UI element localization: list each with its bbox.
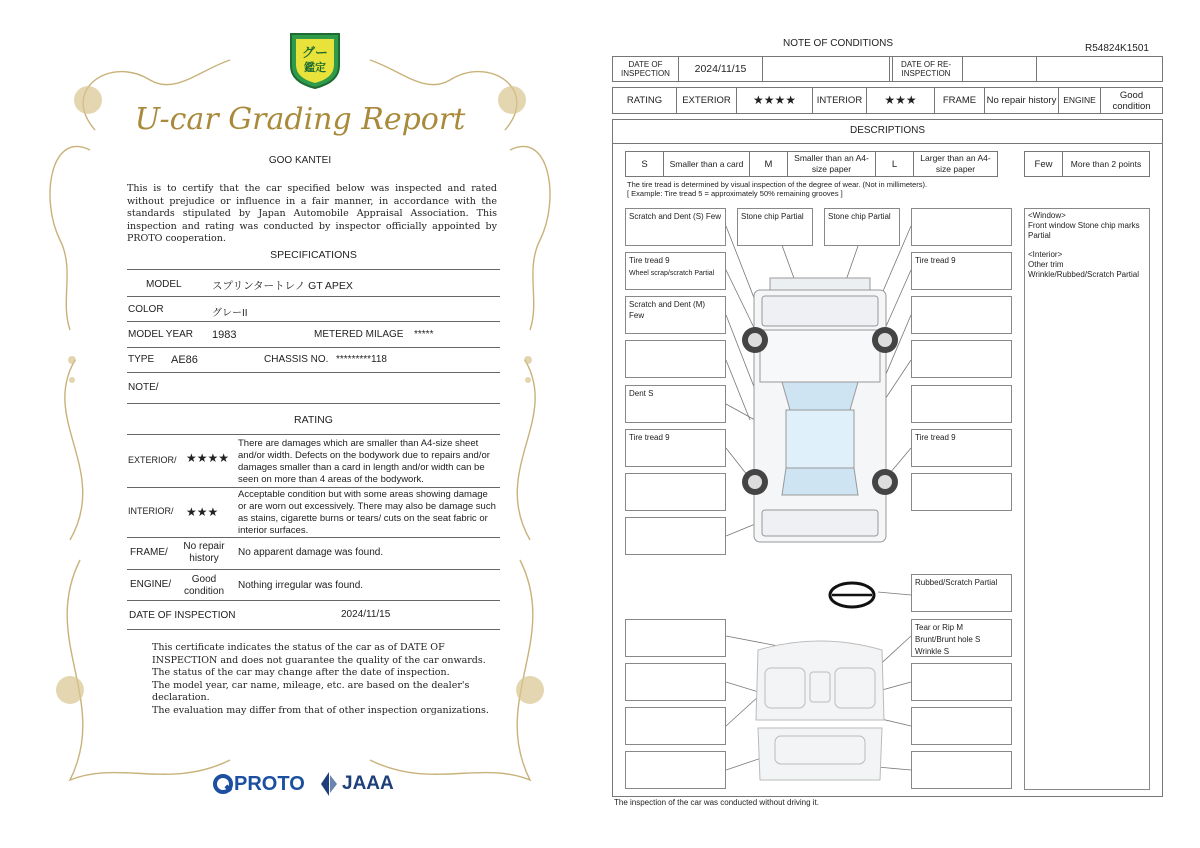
milage-value: ***** [414, 329, 434, 340]
seat-line: Brunt/Brunt hole S [915, 635, 981, 644]
frame-desc: No apparent damage was found. [238, 547, 384, 558]
engine-value: Good condition [183, 574, 225, 597]
exterior-stars: ★★★★ [186, 451, 230, 465]
model-label: MODEL [146, 279, 182, 290]
legend-l-desc: Larger than an A4-size paper [920, 153, 991, 174]
engine-label: ENGINE [1059, 88, 1101, 113]
note-steering: Rubbed/Scratch Partial [911, 574, 1012, 612]
interior-stars: ★★★ [867, 88, 935, 113]
note-box [625, 663, 726, 701]
badge-line1: グー [301, 46, 328, 61]
legend-s: S [626, 152, 664, 176]
type-value: AE86 [171, 354, 198, 366]
divider [127, 372, 500, 373]
jaaa-logo [318, 770, 394, 798]
legend-few: Few [1025, 152, 1063, 176]
note-box [911, 340, 1012, 378]
milage-label: METERED MILAGE [314, 329, 404, 340]
disclaimer-line: declaration. [152, 692, 210, 703]
frame-label: FRAME/ [130, 547, 168, 558]
tire-fl-sub: Wheel scrap/scratch Partial [629, 270, 715, 277]
certify-text: This is to certify that the car specified below was inspected and rated without prejudice or influence in a fair manner, in accordance with the standards stipulated by Japan Automobile Appraisal Association. This inspection and rating was conducted by inspector officially appointed by PROTO cooperation. [127, 183, 497, 244]
legend-few-desc: More than 2 points [1070, 158, 1142, 169]
note-seat [911, 619, 1012, 657]
note-tire-front-left [625, 252, 726, 290]
proto-text: PROTO [234, 772, 305, 795]
badge-line2: 鑑定 [304, 61, 326, 74]
divider [127, 569, 500, 570]
year-label: MODEL YEAR [128, 329, 194, 340]
chassis-label: CHASSIS NO. [264, 354, 329, 365]
side-remarks [1024, 208, 1150, 790]
note-box [625, 619, 726, 657]
rating-heading: RATING [294, 414, 333, 426]
interior-label: INTERIOR [813, 88, 867, 113]
window-label: <Window> [1028, 211, 1066, 220]
note-front-right [911, 208, 1012, 246]
exterior-stars: ★★★★ [737, 88, 813, 113]
engine-value: Good condition [1112, 89, 1151, 112]
divider [127, 269, 500, 270]
date-inspection-value: 2024/11/15 [679, 57, 763, 81]
interior-text: Other trim Wrinkle/Rubbed/Scratch Partial [1028, 260, 1140, 279]
reinspection-label: DATE OF RE-INSPECTION [889, 57, 963, 81]
note-front-center-right: Stone chip Partial [824, 208, 900, 246]
divider [127, 296, 500, 297]
legend-l: L [876, 152, 914, 176]
divider [127, 347, 500, 348]
note-left-side: Scratch and Dent (M) Few [625, 296, 726, 334]
ref-number: R54824K1501 [1085, 43, 1149, 54]
exterior-desc: There are damages which are smaller than A4-size sheet and/or width. Defects on the bodywork due to repairs and/or damages smaller than a card in length and/or width can be seen on more than 4 areas of the bodywork. [238, 438, 490, 485]
disclaimer-line: This certificate indicates the status of the car as of DATE OF [152, 642, 445, 653]
note-box [911, 473, 1012, 511]
seat-line: Wrinkle S [915, 647, 950, 656]
report-subtitle: GOO KANTEI [268, 155, 332, 166]
jaaa-text: JAAA [342, 773, 394, 794]
note-box [625, 517, 726, 555]
goo-kantei-badge [287, 30, 343, 90]
divider [127, 600, 500, 601]
interior-stars: ★★★ [186, 505, 219, 519]
descriptions-heading: DESCRIPTIONS [849, 125, 925, 136]
model-value: スプリンタートレノ GT APEX [212, 280, 353, 292]
legend-m: M [750, 152, 788, 176]
divider [127, 487, 500, 488]
proto-logo [212, 770, 305, 798]
jaaa-mark-icon [318, 771, 340, 797]
seat-line: Tear or Rip M [915, 623, 964, 632]
inspection-footer: The inspection of the car was conducted without driving it. [614, 798, 819, 807]
note-dent: Dent S [625, 385, 726, 423]
note-box [911, 751, 1012, 789]
date-inspection-label: DATE OF INSPECTION [613, 57, 679, 81]
note-box [911, 707, 1012, 745]
note-tire-rear-left: Tire tread 9 [625, 429, 726, 467]
interior-label: <Interior> [1028, 250, 1063, 259]
disclaimer-line: The evaluation may differ from that of other inspection organizations. [152, 704, 489, 716]
window-text: Front window Stone chip marks Partial [1028, 221, 1140, 240]
note-front-center-left: Stone chip Partial [737, 208, 813, 246]
tread-example: [ Example: Tire tread 5 = approximately 50% remaining grooves ] [627, 189, 843, 198]
engine-desc: Nothing irregular was found. [238, 580, 364, 591]
legend-m-desc: Smaller than an A4-size paper [788, 152, 876, 176]
note-box [911, 663, 1012, 701]
noc-title: NOTE OF CONDITIONS [783, 38, 893, 49]
year-value: 1983 [212, 329, 237, 341]
frame-value: No repair history [985, 88, 1059, 113]
type-label: TYPE [128, 354, 155, 365]
color-label: COLOR [128, 304, 164, 315]
date-label: DATE OF INSPECTION [129, 610, 236, 621]
date-value: 2024/11/15 [341, 609, 391, 620]
report-title: U-car Grading Report [134, 102, 466, 137]
note-box [625, 707, 726, 745]
chassis-value: *********118 [336, 354, 387, 365]
proto-q-icon [212, 773, 234, 795]
note-tire-front-right: Tire tread 9 [911, 252, 1012, 290]
spec-heading: SPECIFICATIONS [270, 249, 357, 261]
frame-value: No repair history [183, 541, 225, 564]
divider [127, 321, 500, 322]
tread-note: The tire tread is determined by visual inspection of the degree of wear. (Not in millimeters). [627, 180, 928, 189]
disclaimer [152, 642, 492, 717]
note-right-side [911, 296, 1012, 334]
divider [127, 629, 500, 630]
rating-label: RATING [613, 88, 677, 113]
note-label: NOTE/ [128, 382, 159, 393]
divider [127, 537, 500, 538]
exterior-label: EXTERIOR [677, 88, 737, 113]
disclaimer-line: The model year, car name, mileage, etc. are based on the dealer's [152, 679, 470, 691]
interior-label: INTERIOR/ [128, 506, 174, 516]
note-box [625, 473, 726, 511]
note-box [625, 751, 726, 789]
engine-label: ENGINE/ [130, 579, 172, 590]
interior-desc: Acceptable condition but with some areas showing damage or are worn out excessively. There may also be damage such as stains, cigarette burns or tears/ cuts on the seat fabric or interior surfaces. [238, 489, 496, 536]
tire-fl-title: Tire tread 9 [629, 256, 670, 265]
color-value: グレーII [212, 308, 248, 319]
note-front-left: Scratch and Dent (S) Few [625, 208, 726, 246]
frame-label: FRAME [935, 88, 985, 113]
legend-s-desc: Smaller than a card [664, 152, 750, 176]
disclaimer-line: The status of the car may change after the date of inspection. [152, 667, 450, 678]
exterior-label: EXTERIOR/ [128, 455, 177, 465]
note-box [911, 385, 1012, 423]
disclaimer-line: INSPECTION and does not guarantee the quality of the car onwards. [152, 654, 486, 666]
note-tire-rear-right: Tire tread 9 [911, 429, 1012, 467]
divider [127, 434, 500, 435]
note-of-conditions [600, 0, 1200, 848]
note-box [625, 340, 726, 378]
divider [127, 403, 500, 404]
